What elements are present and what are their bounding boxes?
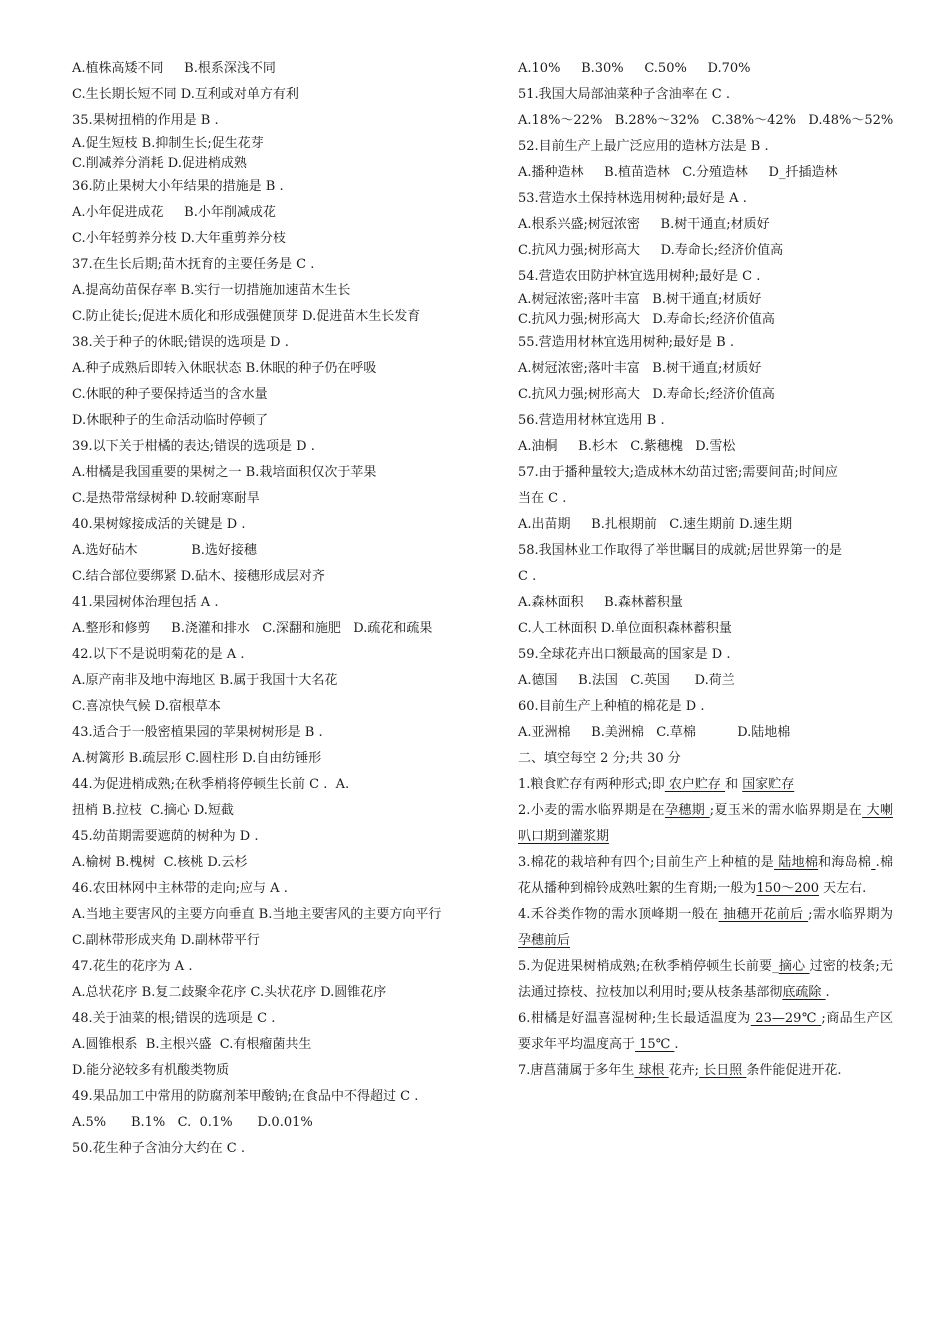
text-line: A.小年促进成花 B.小年削减成花 [72, 205, 276, 220]
text-line: A.柑橘是我国重要的果树之一 B.栽培面积仅次于苹果 [72, 465, 377, 480]
text-line: C.防止徒长;促进木质化和形成强健顶芽 D.促进苗木生长发育 [72, 309, 421, 324]
fill-q3-answer-1: 陆地棉 [773, 855, 819, 870]
text-line: 57.由于播种量较大;造成林木幼苗过密;需要间苗;时间应 [518, 465, 838, 480]
text-line: 54.营造农田防护林宜选用树种;最好是 C . [518, 269, 761, 284]
text-line: A.榆树 B.槐树 C.核桃 D.云杉 [72, 855, 248, 870]
text-line: A.18%～22% B.28%～32% C.38%～42% D.48%～52% [518, 113, 894, 128]
multiple-choice-continued [518, 56, 893, 772]
fill-q3-answer-3: 150～200 [756, 881, 820, 896]
text-line: 35.果树扭梢的作用是 B . [72, 113, 219, 128]
text-line: A.出苗期 B.扎根期前 C.速生期前 D.速生期 [518, 517, 793, 532]
fill-q4-answer-1: 抽穗开花前后 [718, 907, 809, 922]
text-line: 48.关于油菜的根;错误的选项是 C . [72, 1011, 276, 1026]
text-line: 47.花生的花序为 A . [72, 959, 193, 974]
text-line: A.树篱形 B.疏层形 C.圆柱形 D.自由纺锤形 [72, 751, 322, 766]
text-line: 扭梢 B.拉枝 C.摘心 D.短截 [72, 803, 234, 818]
fill-q5-answer-1: 摘心 [778, 959, 810, 974]
fill-q4 [518, 902, 893, 954]
text-line: 42.以下不是说明菊花的是 A . [72, 647, 245, 662]
fill-q1-text: 1.粮食贮存有两种形式;即 [518, 777, 665, 792]
text-line: D.休眠种子的生命活动临时停顿了 [72, 413, 269, 428]
text-line: 40.果树嫁接成活的关键是 D . [72, 517, 246, 532]
fill-q2-answer-2: 大喇叭口期到灌浆期 [518, 803, 894, 844]
text-line: A.播种造林 B.植苗造林 C.分殖造林 D_扦插造林 [518, 165, 838, 180]
text-line: 51.我国大局部油菜种子含油率在 C . [518, 87, 731, 102]
text-line: C.休眠的种子要保持适当的含水量 [72, 387, 268, 402]
fill-q6-text-3: . [674, 1037, 679, 1052]
text-line: A.种子成熟后即转入休眠状态 B.休眠的种子仍在呼吸 [72, 361, 377, 376]
text-line: 53.营造水土保持林选用树种;最好是 A . [518, 191, 747, 206]
text-line: 38.关于种子的休眠;错误的选项是 D . [72, 335, 289, 350]
text-line: A.5% B.1% C. 0.1% D.0.01% [72, 1115, 313, 1130]
text-line: 55.营造用材林宜选用树种;最好是 B . [518, 335, 735, 350]
fill-q5 [518, 954, 893, 1006]
text-line: C.抗风力强;树形高大 D.寿命长;经济价值高 [518, 312, 775, 327]
text-line: A.亚洲棉 B.美洲棉 C.草棉 D.陆地棉 [518, 725, 791, 740]
text-line: C.是热带常绿树种 D.较耐寒耐旱 [72, 491, 260, 506]
fill-q6-answer-2: 15℃ [635, 1037, 675, 1052]
text-line: 39.以下关于柑橘的表达;错误的选项是 D . [72, 439, 315, 454]
fill-q7-text: 7.唐菖蒲属于多年生 [518, 1063, 635, 1078]
fill-q6 [518, 1006, 893, 1058]
text-line: 43.适合于一般密植果园的苹果树树形是 B . [72, 725, 323, 740]
fill-q3-text: 3.棉花的栽培种有四个;目前生产上种植的是 [518, 855, 774, 870]
text-line: C.副林带形成夹角 D.副林带平行 [72, 933, 260, 948]
fill-q7-text-2: 花卉; [668, 1063, 700, 1078]
fill-q5-text: 5.为促进果树梢成熟;在秋季梢停顿生长前要_ [518, 959, 779, 974]
text-line: A.植株高矮不同 B.根系深浅不同 [72, 61, 276, 76]
fill-q7-answer-1: 球根 [634, 1063, 669, 1078]
text-line: A.选好砧木 B.选好接穗 [72, 543, 257, 558]
fill-q6-answer-1: 23—29℃ [750, 1011, 822, 1026]
fill-q1-text-2: 和 [725, 777, 743, 792]
text-line: 44.为促进梢成熟;在秋季梢将停顿生长前 C . A. [72, 777, 350, 792]
fill-q2-answer-1: 孕穗期 [664, 803, 710, 818]
text-line: A.圆锥根系 B.主根兴盛 C.有根瘤菌共生 [72, 1037, 312, 1052]
fill-q2-text: 2.小麦的需水临界期是在 [518, 803, 665, 818]
text-line: A.油桐 B.杉木 C.紫穗槐 D.雪松 [518, 439, 736, 454]
text-line: A.根系兴盛;树冠浓密 B.树干通直;材质好 [518, 217, 770, 232]
text-line: A.德国 B.法国 C.英国 D.荷兰 [518, 673, 735, 688]
text-line: C . [518, 569, 537, 584]
left-column [72, 56, 492, 1162]
text-line: 49.果品加工中常用的防腐剂苯甲酸钠;在食品中不得超过 C . [72, 1089, 419, 1104]
text-line: A.总状花序 B.复二歧聚伞花序 C.头状花序 D.圆锥花序 [72, 985, 387, 1000]
text-line: 41.果园树体治理包括 A . [72, 595, 219, 610]
text-line: D.能分泌较多有机酸类物质 [72, 1063, 230, 1078]
fill-q4-text-2: ;需水临界期为 [808, 907, 893, 922]
fill-q5-text-3: . [825, 985, 830, 1000]
text-line: 36.防止果树大小年结果的措施是 B . [72, 179, 284, 194]
text-line: C.抗风力强;树形高大 D.寿命长;经济价值高 [518, 387, 775, 402]
text-line: A.促生短枝 B.抑制生长;促生花芽 [72, 136, 264, 151]
fill-q6-text: 6.柑橘是好温喜湿树种;生长最适温度为 [518, 1011, 751, 1026]
fill-q4-answer-2: 孕穗前后 [518, 933, 571, 948]
fill-q3 [518, 850, 893, 902]
fill-q5-text-2: 过密的枝条;无法通过捺枝、拉枝加以利用时;要从枝条基部彻 [518, 959, 893, 1000]
text-line: C.削减养分消耗 D.促进梢成熟 [72, 156, 247, 171]
text-line: 56.营造用材林宜选用 B . [518, 413, 665, 428]
text-line: 二、填空每空 2 分;共 30 分 [518, 751, 681, 766]
right-column [518, 56, 893, 1084]
text-line: A.整形和修剪 B.浇灌和排水 C.深翻和施肥 D.疏花和疏果 [72, 621, 433, 636]
text-line: C.喜凉快气候 D.宿根草本 [72, 699, 221, 714]
fill-q2 [518, 798, 893, 850]
fill-q1 [518, 772, 893, 798]
text-line: 59.全球花卉出口额最高的国家是 D . [518, 647, 731, 662]
text-line: C.抗风力强;树形高大 D.寿命长;经济价值高 [518, 243, 784, 258]
text-line: C.结合部位要绑紧 D.砧木、接穗形成层对齐 [72, 569, 325, 584]
fill-q7-text-3: 条件能促进开花. [746, 1063, 842, 1078]
text-line: 46.农田林网中主林带的走向;应与 A . [72, 881, 288, 896]
text-line: 50.花生种子含油分大约在 C . [72, 1141, 246, 1156]
fill-q4-text: 4.禾谷类作物的需水顶峰期一般在 [518, 907, 719, 922]
fill-q1-answer-2: 国家贮存 [742, 777, 795, 792]
text-line: 当在 C . [518, 491, 567, 506]
fill-q3-text-3: .棉花从播种到棉铃成熟吐絮的生育期;一般为 [518, 855, 893, 896]
text-line: A.10% B.30% C.50% D.70% [518, 61, 751, 76]
text-line: 45.幼苗期需要遮荫的树种为 D . [72, 829, 259, 844]
fill-q3-text-2: 和海岛棉 [818, 855, 872, 870]
text-line: C.小年轻剪养分枝 D.大年重剪养分枝 [72, 231, 286, 246]
fill-q3-text-4: 天左右. [819, 881, 867, 896]
fill-q6-text-2: ;商品生产区要求年平均温度高于 [518, 1011, 893, 1052]
fill-q5-answer-2: 底疏除 [782, 985, 826, 1000]
text-line: C.人工林面积 D.单位面积森林蓄积量 [518, 621, 732, 636]
text-line: A.树冠浓密;落叶丰富 B.树干通直;材质好 [518, 361, 762, 376]
text-line: 52.目前生产上最广泛应用的造林方法是 B . [518, 139, 769, 154]
text-line: A.森林面积 B.森林蓄积量 [518, 595, 683, 610]
fill-q2-text-2: ;夏玉米的需水临界期是在 [709, 803, 863, 818]
text-line: 58.我国林业工作取得了举世瞩目的成就;居世界第一的是 [518, 543, 843, 558]
text-line: 37.在生长后期;苗木抚育的主要任务是 C . [72, 257, 315, 272]
text-line: 60.目前生产上种植的棉花是 D . [518, 699, 705, 714]
fill-q7 [518, 1058, 893, 1084]
text-line: A.树冠浓密;落叶丰富 B.树干通直;材质好 [518, 292, 762, 307]
text-line: A.提高幼苗保存率 B.实行一切措施加速苗木生长 [72, 283, 351, 298]
fill-q7-answer-2: 长日照 [699, 1063, 747, 1078]
fill-q1-answer-1: 农户贮存 [664, 777, 726, 792]
text-line: A.当地主要害风的主要方向垂直 B.当地主要害风的主要方向平行 [72, 907, 442, 922]
text-line: C.生长期长短不同 D.互利或对单方有利 [72, 87, 299, 102]
text-line: A.原产南非及地中海地区 B.属于我国十大名花 [72, 673, 338, 688]
